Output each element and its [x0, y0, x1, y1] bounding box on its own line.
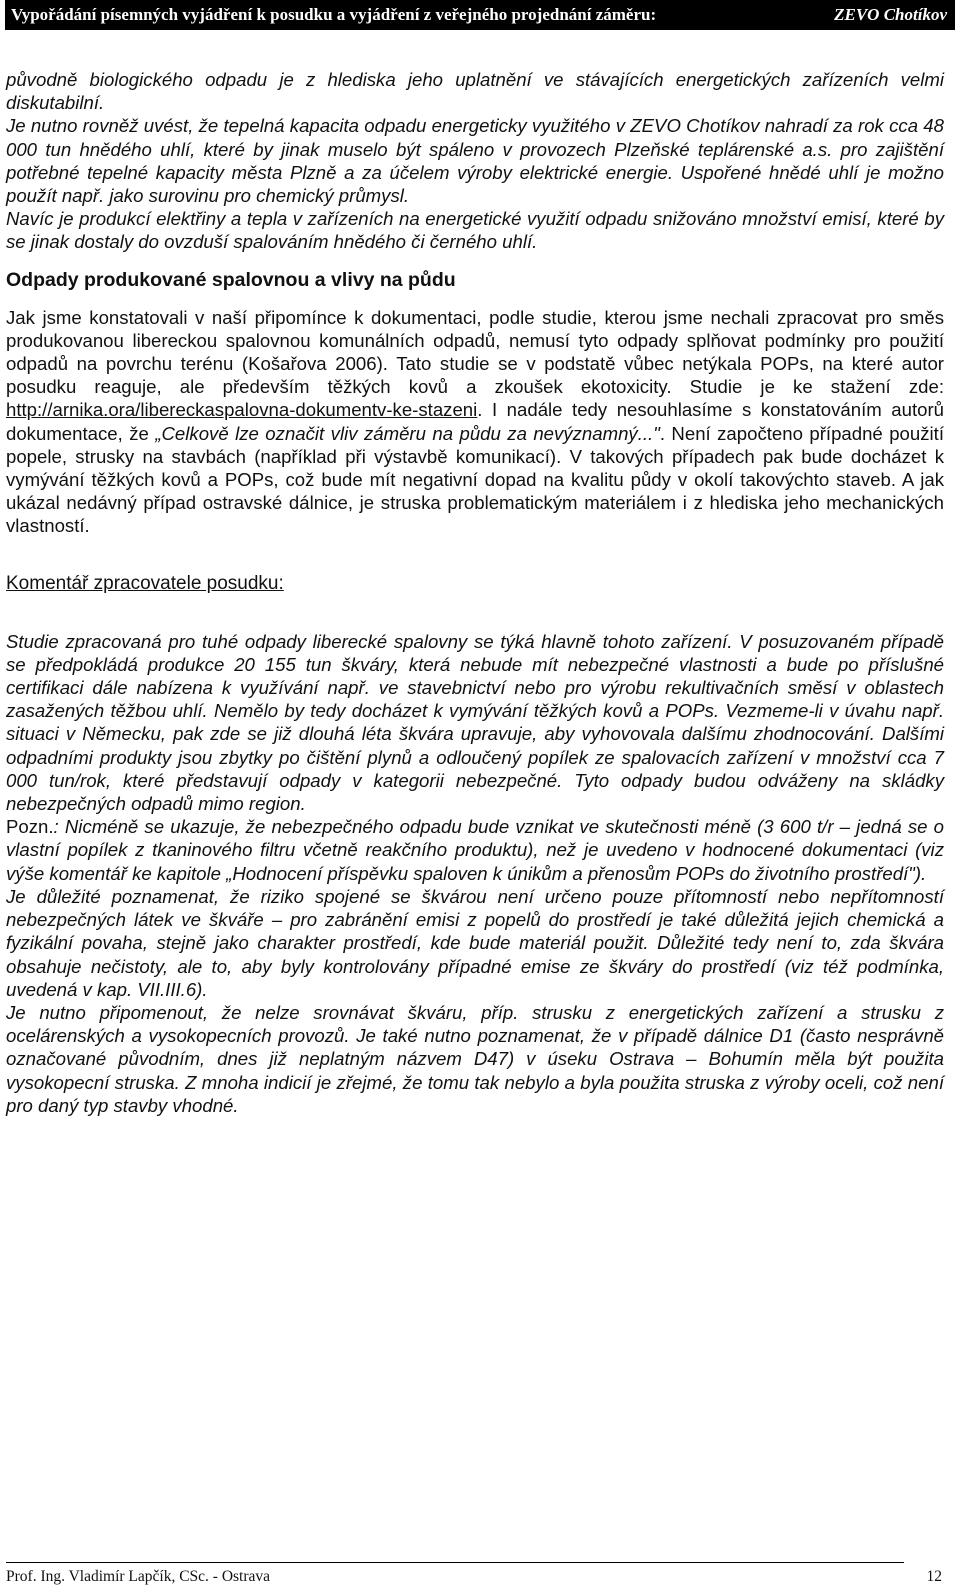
page-number: 12	[926, 1568, 942, 1585]
intro-paragraph-2-part-a: Je nutno rovněž uvést, že tepelná kapacita odpadu energeticky využitého v ZEVO Chotíkov nahradí za rok cca 48 000 tun hnědého uhlí, které by jinak muselo být spáleno v provozech Plzeňské teplárenské a.s.	[6, 115, 944, 160]
footer-divider	[6, 1562, 904, 1563]
section-text-c: . Není započteno případné použití popele, strusky na stavbách (například při výstavbě komunikací). V takových případech pak bude docházet k vymývání těžkých kovů a POPs, což bude mít negativní dopad na kvalitu půdy v okolí takovýchto staveb. A jak ukázal nedávný případ ostravské dálnice, je struska problematickým materiálem i z hlediska jeho mechanických vlastností.	[6, 422, 944, 537]
footer-author: Prof. Ing. Vladimír Lapčík, CSc. - Ostrava	[6, 1568, 271, 1585]
comment-paragraph-4: Je nutno připomenout, že nelze srovnávat škváru, příp. strusku z energetických zařízení a strusku z ocelárenských a vysokopecních provozů. Je také nutno poznamenat, že v případě dálnice D1 (často nesprávně označované původním, dnes již neplatným názvem D47) v úseku Ostrava – Bohumín měla být použita vysokopecní struska. Z mnoha indicií je zřejmé, že tomu tak nebylo a byla použita struska z výroby oceli, což není pro daný typ stavby vhodné.	[6, 1001, 944, 1116]
section-quote: „Celkově lze označit vliv záměru na půdu za nevýznamný..."	[155, 422, 660, 444]
header-title: Vypořádání písemných vyjádření k posudku a vyjádření z veřejného projednání záměru:	[11, 5, 657, 24]
comment-paragraph-1: Studie zpracovaná pro tuhé odpady liberecké spalovny se týká hlavně tohoto zařízení. V posuzovaném případě se předpokládá produkce 20 155 tun škváry, která nebude mít nebezpečné vlastnosti a bude po příslušné certifikaci dále nabízena k využívání např. ve stavebnictví nebo pro výrobu rekultivačních směsí v oblastech zasažených těžbou uhlí. Nemělo by tedy docházet k vymývání těžkých kovů a POPs. Vezmeme-li v úvahu např. situaci v Německu, pak zde se již dlouhá léta škvára upravuje, aby vyhovovala dalšímu zhodnocování. Dalšími odpadními produkty jsou zbytky po čištění plynů a odloučený popílek ze spalovacích zařízení v množství cca 7 000 tun/rok, které představují odpady v kategorii nebezpečné. Tyto odpady budou odváženy na skládky nebezpečných odpadů mimo region.	[6, 630, 944, 815]
spacer	[6, 538, 944, 572]
spacer	[6, 254, 944, 268]
section-heading: Odpady produkované spalovnou a vlivy na půdu	[6, 268, 456, 291]
section-text-b: . I nadále tedy nesouhlasíme s konstatováním autorů dokumentace, že	[6, 399, 944, 444]
intro-paragraph-3: Navíc je produkcí elektřiny a tepla v zařízeních na energetické využití odpadu snižováno množství emisí, které by se jinak dostaly do ovzduší spalováním hnědého či černého uhlí.	[6, 208, 944, 253]
comment-note-text: : Nicméně se ukazuje, že nebezpečného odpadu bude vznikat ve skutečnosti méně (3 600 t/r – jedná se o vlastní popílek z tkaninového filtru včetně reakčního produktu), než je uvedeno v hodnocené dokumentaci (viz výše komentář ke kapitole „Hodnocení příspěvku spaloven k únikům a přenosům POPs do životního prostředí").	[6, 816, 944, 884]
download-link[interactable]: http://arnika.ora/libereckaspalovna-dokumentv-ke-stazeni	[6, 399, 478, 421]
document-body	[6, 68, 944, 1117]
section-paragraph	[6, 306, 944, 538]
intro-paragraph-2-part-b: pro zajištění potřebné tepelné kapacity města Plzně a za účelem výroby elektrické energie. Uspořené hnědé uhlí je možno použít např. jako surovinu pro chemický průmysl.	[6, 138, 944, 207]
section-text-a: Jak jsme konstatovali v naší připomínce k dokumentaci, podle studie, kterou jsme nechali zpracovat pro směs produkovanou libereckou spalovnou komunálních odpadů, nemusí tyto odpady splňovat podmínky pro použití odpadů na povrchu terénu (Košařova 2006). Tato studie se v podstatě vůbec netýkala POPs, na které autor posudku reaguje, ale především těžkých kovů a zkoušek ekotoxicity. Studie je ke stažení zde:	[6, 306, 944, 398]
header-project: ZEVO Chotíkov	[834, 5, 947, 24]
comment-note-label: Pozn.	[6, 816, 54, 838]
comment-paragraph-2	[6, 815, 944, 885]
comment-title: Komentář zpracovatele posudku:	[6, 572, 284, 594]
comment-paragraph-3: Je důležité poznamenat, že riziko spojené se škvárou není určeno pouze přítomností nebo nepřítomností nebezpečných látek ve škváře – pro zabránění emisi z popelů do prostředí je také důležitá jejich chemická a fyzikální povaha, stejně jako charakter prostředí, kde bude materiál použit. Důležité tedy není to, zda škvára obsahuje nečistoty, ale to, aby byly kontrolovány případné emise ze škváry do prostředí (viz též podmínka, uvedená v kap. VII.III.6).	[6, 885, 944, 1000]
page-header	[5, 0, 955, 30]
intro-paragraph-2	[6, 114, 944, 207]
intro-paragraph-1: původně biologického odpadu je z hlediska jeho uplatnění ve stávajících energetických zařízeních velmi diskutabilní.	[6, 69, 944, 114]
spacer	[6, 596, 944, 630]
